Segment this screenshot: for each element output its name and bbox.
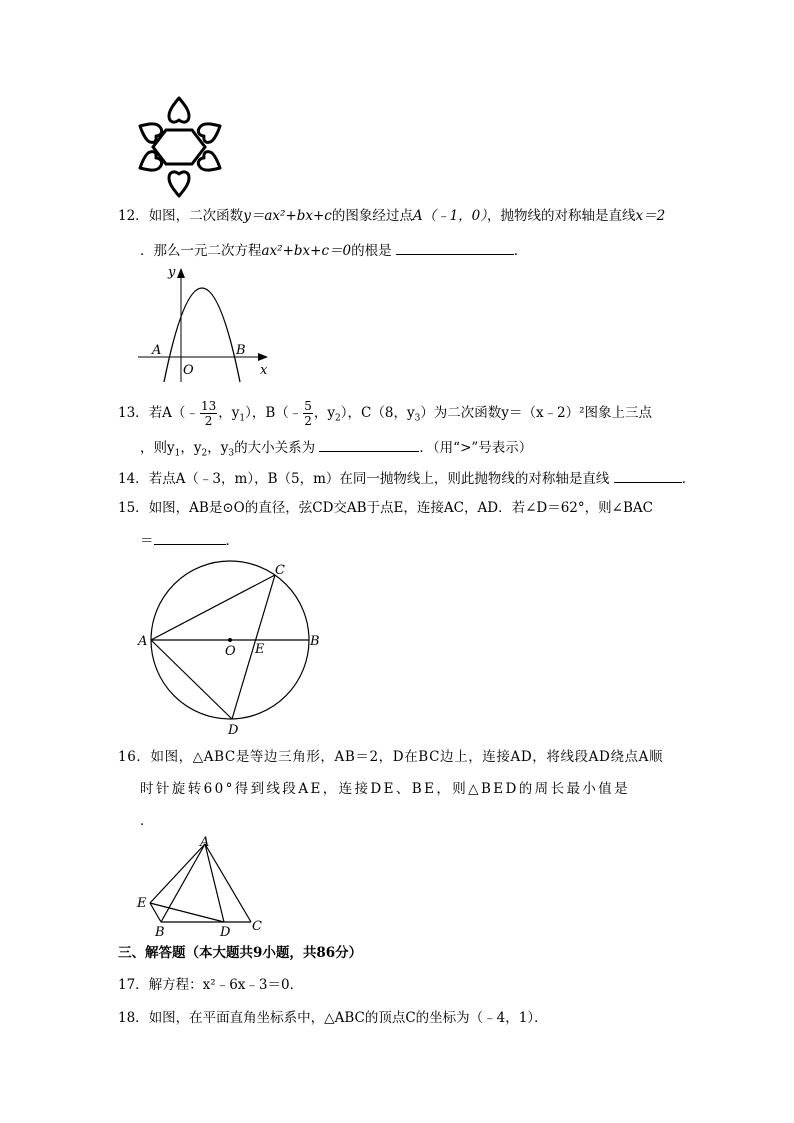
section-3-title bbox=[118, 944, 362, 962]
q12-func: y＝ax²+bx+c bbox=[243, 208, 332, 224]
center-point bbox=[228, 638, 232, 642]
q13-frac1-den: 2 bbox=[204, 414, 213, 428]
q15-line1 bbox=[118, 499, 653, 517]
q13-text-d: ，y bbox=[313, 405, 336, 421]
q13-line2-d: 的大小关系为 bbox=[234, 440, 316, 456]
q17-number: 17． bbox=[118, 977, 149, 993]
segment-AE bbox=[150, 844, 205, 903]
q14-text: 若点A（﹣3，m），B（5，m）在同一抛物线上，则此抛物线的对称轴是直线 bbox=[148, 471, 610, 487]
q12-parabola-figure bbox=[134, 262, 274, 386]
q12-line2-a: ．那么一元二次方程 bbox=[140, 243, 262, 259]
q16-line2-text: 时针旋转60°得到线段AE，连接DE、BE，则△BED的周长最小值是 bbox=[140, 781, 631, 797]
q12-label-x: x bbox=[260, 363, 268, 378]
q18-text: 如图，在平面直角坐标系中，△ABC的顶点C的坐标为（﹣4，1）． bbox=[148, 1010, 548, 1026]
q12-end: ． bbox=[513, 243, 528, 259]
q15-label-O: O bbox=[225, 644, 236, 659]
q13-line1: 13．若A（﹣ $\frac{13}{2}$ ，$y_1$），B（﹣ $\frac{5}{2}$ ，$y_2$），C（8，$y_3$）为二次函数y＝（x﹣2）²图象上三点 bbox=[118, 399, 653, 428]
q13-line2-c: ，y bbox=[207, 440, 229, 456]
q12-label-O: O bbox=[183, 363, 194, 378]
q12-axis: x＝2 bbox=[635, 208, 666, 224]
q12-answer-blank[interactable] bbox=[396, 240, 514, 255]
q18-line bbox=[118, 1009, 548, 1027]
segment-ED bbox=[150, 903, 224, 922]
q12-line2-b: 的根是 bbox=[351, 243, 392, 259]
q13-text-f: ）为二次函数y＝（x﹣2）²图象上三点 bbox=[420, 405, 653, 421]
q12-label-A: A bbox=[152, 343, 162, 358]
q15-answer-blank[interactable] bbox=[154, 530, 226, 545]
q12-number: 12． bbox=[118, 208, 149, 224]
q12-line2 bbox=[140, 240, 527, 260]
q16-line3 bbox=[140, 812, 154, 830]
q17-line bbox=[118, 976, 303, 994]
side-AB bbox=[161, 844, 205, 922]
q16-triangle-figure bbox=[134, 834, 270, 940]
q16-label-D: D bbox=[220, 925, 231, 940]
q15-label-A: A bbox=[138, 634, 148, 649]
q16-number: 16． bbox=[118, 749, 151, 765]
q13-fraction-2 bbox=[303, 399, 313, 428]
q15-label-D: D bbox=[228, 723, 239, 738]
q13-frac2-den: 2 bbox=[304, 414, 312, 428]
q16-line2 bbox=[140, 780, 630, 798]
q13-frac2-num: 5 bbox=[304, 399, 312, 413]
section-3-title-text: 三、解答题（本大题共9小题，共86分） bbox=[118, 945, 363, 961]
q12-equation: ax²+bx+c＝0 bbox=[261, 243, 352, 259]
chord-CD bbox=[232, 575, 275, 719]
q17-text: 解方程：x²﹣6x﹣3＝0． bbox=[148, 977, 304, 993]
q15-label-C: C bbox=[275, 563, 285, 578]
q12-label-B: B bbox=[236, 343, 246, 358]
q13-number: 13． bbox=[118, 405, 149, 421]
hexagon-hearts-figure bbox=[136, 96, 230, 198]
q14-line bbox=[118, 468, 695, 488]
q15-label-E: E bbox=[255, 642, 265, 657]
q14-number: 14． bbox=[118, 471, 149, 487]
q16-line3-text: ． bbox=[140, 813, 154, 829]
q13-text-c: ），B（ bbox=[245, 405, 289, 421]
q16-line1 bbox=[118, 748, 663, 766]
segment-AD bbox=[205, 844, 224, 922]
q15-line2: ＝ bbox=[140, 533, 154, 549]
q15-label-B: B bbox=[310, 634, 320, 649]
q13-line2-b: ，y bbox=[180, 440, 202, 456]
segment-AD bbox=[151, 640, 232, 719]
q15-number: 15． bbox=[118, 500, 149, 516]
q15-end: ． bbox=[225, 533, 239, 549]
q16-label-E: E bbox=[137, 896, 147, 911]
q14-answer-blank[interactable] bbox=[614, 468, 682, 483]
parabola-curve bbox=[164, 288, 240, 382]
segment-AC bbox=[151, 575, 275, 640]
q13-text-a: 若A（ bbox=[148, 405, 186, 421]
q13-text-e: ），C（8，y bbox=[340, 405, 415, 421]
q13-frac1-num: 13 bbox=[200, 399, 217, 413]
q12-text-b: 的图象经过点 bbox=[331, 208, 413, 224]
side-AC bbox=[205, 844, 251, 922]
q12-text-c: ，抛物线的对称轴是直线 bbox=[487, 208, 636, 224]
q15-circle-figure bbox=[134, 558, 324, 740]
q13-line2-a: ，则y bbox=[140, 440, 175, 456]
q13-line2: ，则$y_1$，$y_2$，$y_3$的大小关系为 ．（用“>”号表示） bbox=[140, 437, 532, 463]
q13-line2-e: ．（用“>”号表示） bbox=[419, 440, 533, 456]
q12-point: A（﹣1，0） bbox=[412, 208, 488, 224]
q15-line2 bbox=[140, 530, 239, 550]
q15-text: 如图，AB是⊙O的直径，弦CD交AB于点E，连接AC，AD．若∠D＝62°，则∠BAC bbox=[148, 500, 653, 516]
q16-label-A: A bbox=[200, 835, 210, 850]
q12-line1 bbox=[118, 207, 665, 225]
q16-line1-text: 如图，△ABC是等边三角形，AB＝2，D在BC边上，连接AD，将线段AD绕点A顺 bbox=[150, 749, 664, 765]
q16-label-B: B bbox=[155, 925, 165, 940]
y-axis-arrow bbox=[177, 268, 185, 278]
q13-text-b: ，y bbox=[218, 405, 240, 421]
x-axis-arrow bbox=[258, 353, 268, 361]
q18-number: 18． bbox=[118, 1010, 149, 1026]
q13-fraction-1 bbox=[200, 399, 217, 428]
q12-text-a: 如图，二次函数 bbox=[148, 208, 244, 224]
q16-label-C: C bbox=[252, 919, 262, 934]
q13-answer-blank[interactable] bbox=[319, 437, 419, 452]
q14-end: ． bbox=[681, 471, 696, 487]
q12-label-y: y bbox=[168, 265, 176, 280]
